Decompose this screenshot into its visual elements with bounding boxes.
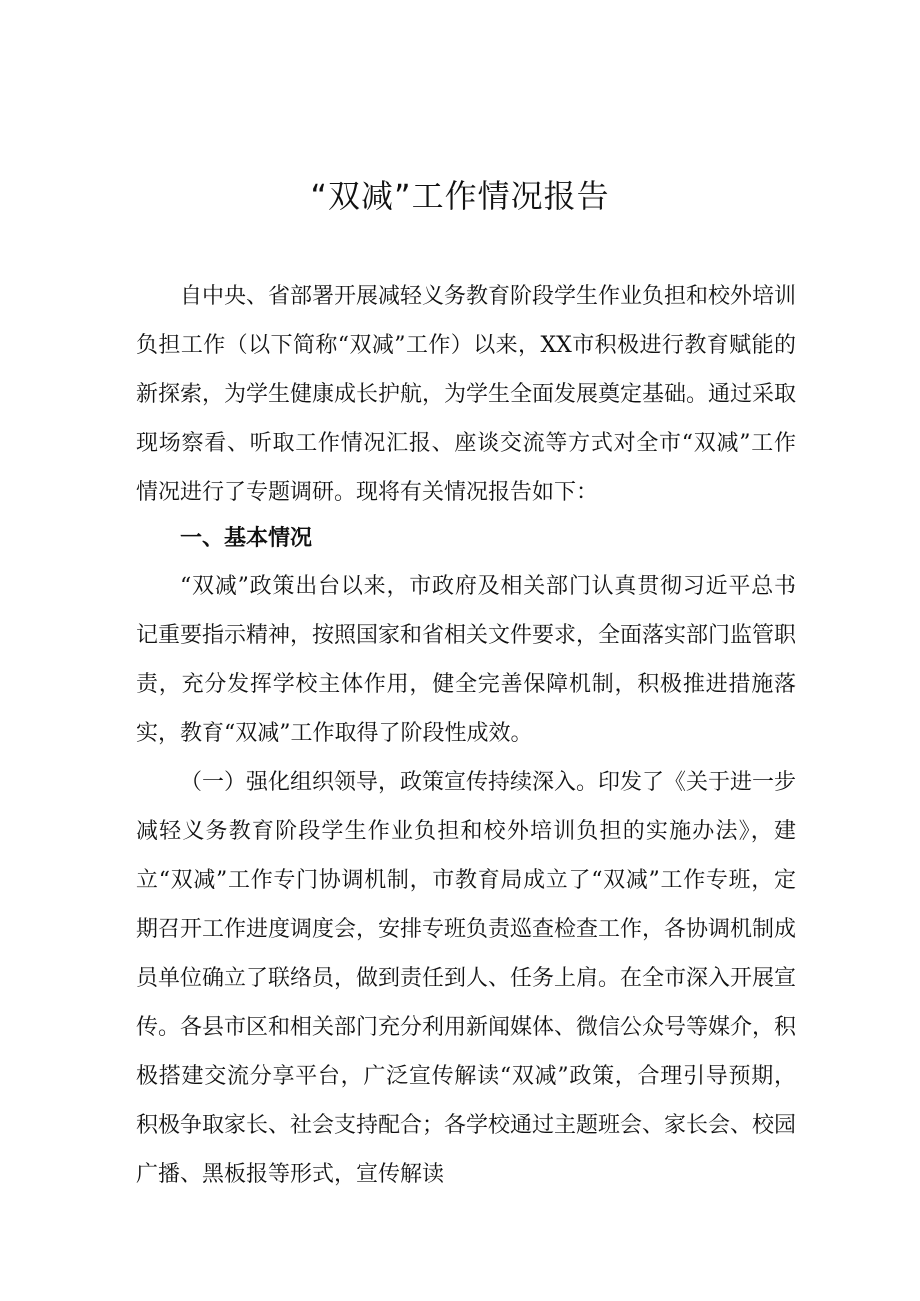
basic-situation-paragraph-text: “双减”政策出台以来，市政府及相关部门认真贯彻习近平总书记重要指示精神，按照国家和省相关文件要求，全面落实部门监管职责，充分发挥学校主体作用，健全完善保障机制，积极推进措施落实，教育“双减”工作取得了阶段性成效。 xyxy=(136,574,797,746)
subsection-paragraph-organization-text: （一）强化组织领导，政策宣传持续深入。印发了《关于进一步减轻义务教育阶段学生作业负担和校外培训负担的实施办法》，建立“双减”工作专门协调机制，市教育局成立了“双减”工作专班，定期召开工作进度调度会，安排专班负责巡查检查工作，各协调机制成员单位确立了联络员，做到责任到人、任务上肩。在全市深入开展宣传。各县市区和相关部门充分利用新闻媒体、微信公众号等媒介，积极搭建交流分享平台，广泛宣传解读“双减”政策，合理引导预期，积极争取家长、社会支持配合；各学校通过主题班会、家长会、校园广播、黑板报等形式，宣传解读 xyxy=(136,770,797,1187)
intro-paragraph xyxy=(136,272,796,517)
basic-situation-paragraph xyxy=(136,562,796,758)
document-title: “双减”工作情况报告 xyxy=(310,177,610,215)
section-heading-basic-situation: 一、基本情况 xyxy=(180,526,313,551)
subsection-paragraph-organization xyxy=(136,758,796,1199)
intro-paragraph-text: 自中央、省部署开展减轻义务教育阶段学生作业负担和校外培训负担工作（以下简称“双减”工作）以来，XX市积极进行教育赋能的新探索，为学生健康成长护航，为学生全面发展奠定基础。通过采取现场察看、听取工作情况汇报、座谈交流等方式对全市“双减”工作情况进行了专题调研。现将有关情况报告如下： xyxy=(136,284,797,505)
